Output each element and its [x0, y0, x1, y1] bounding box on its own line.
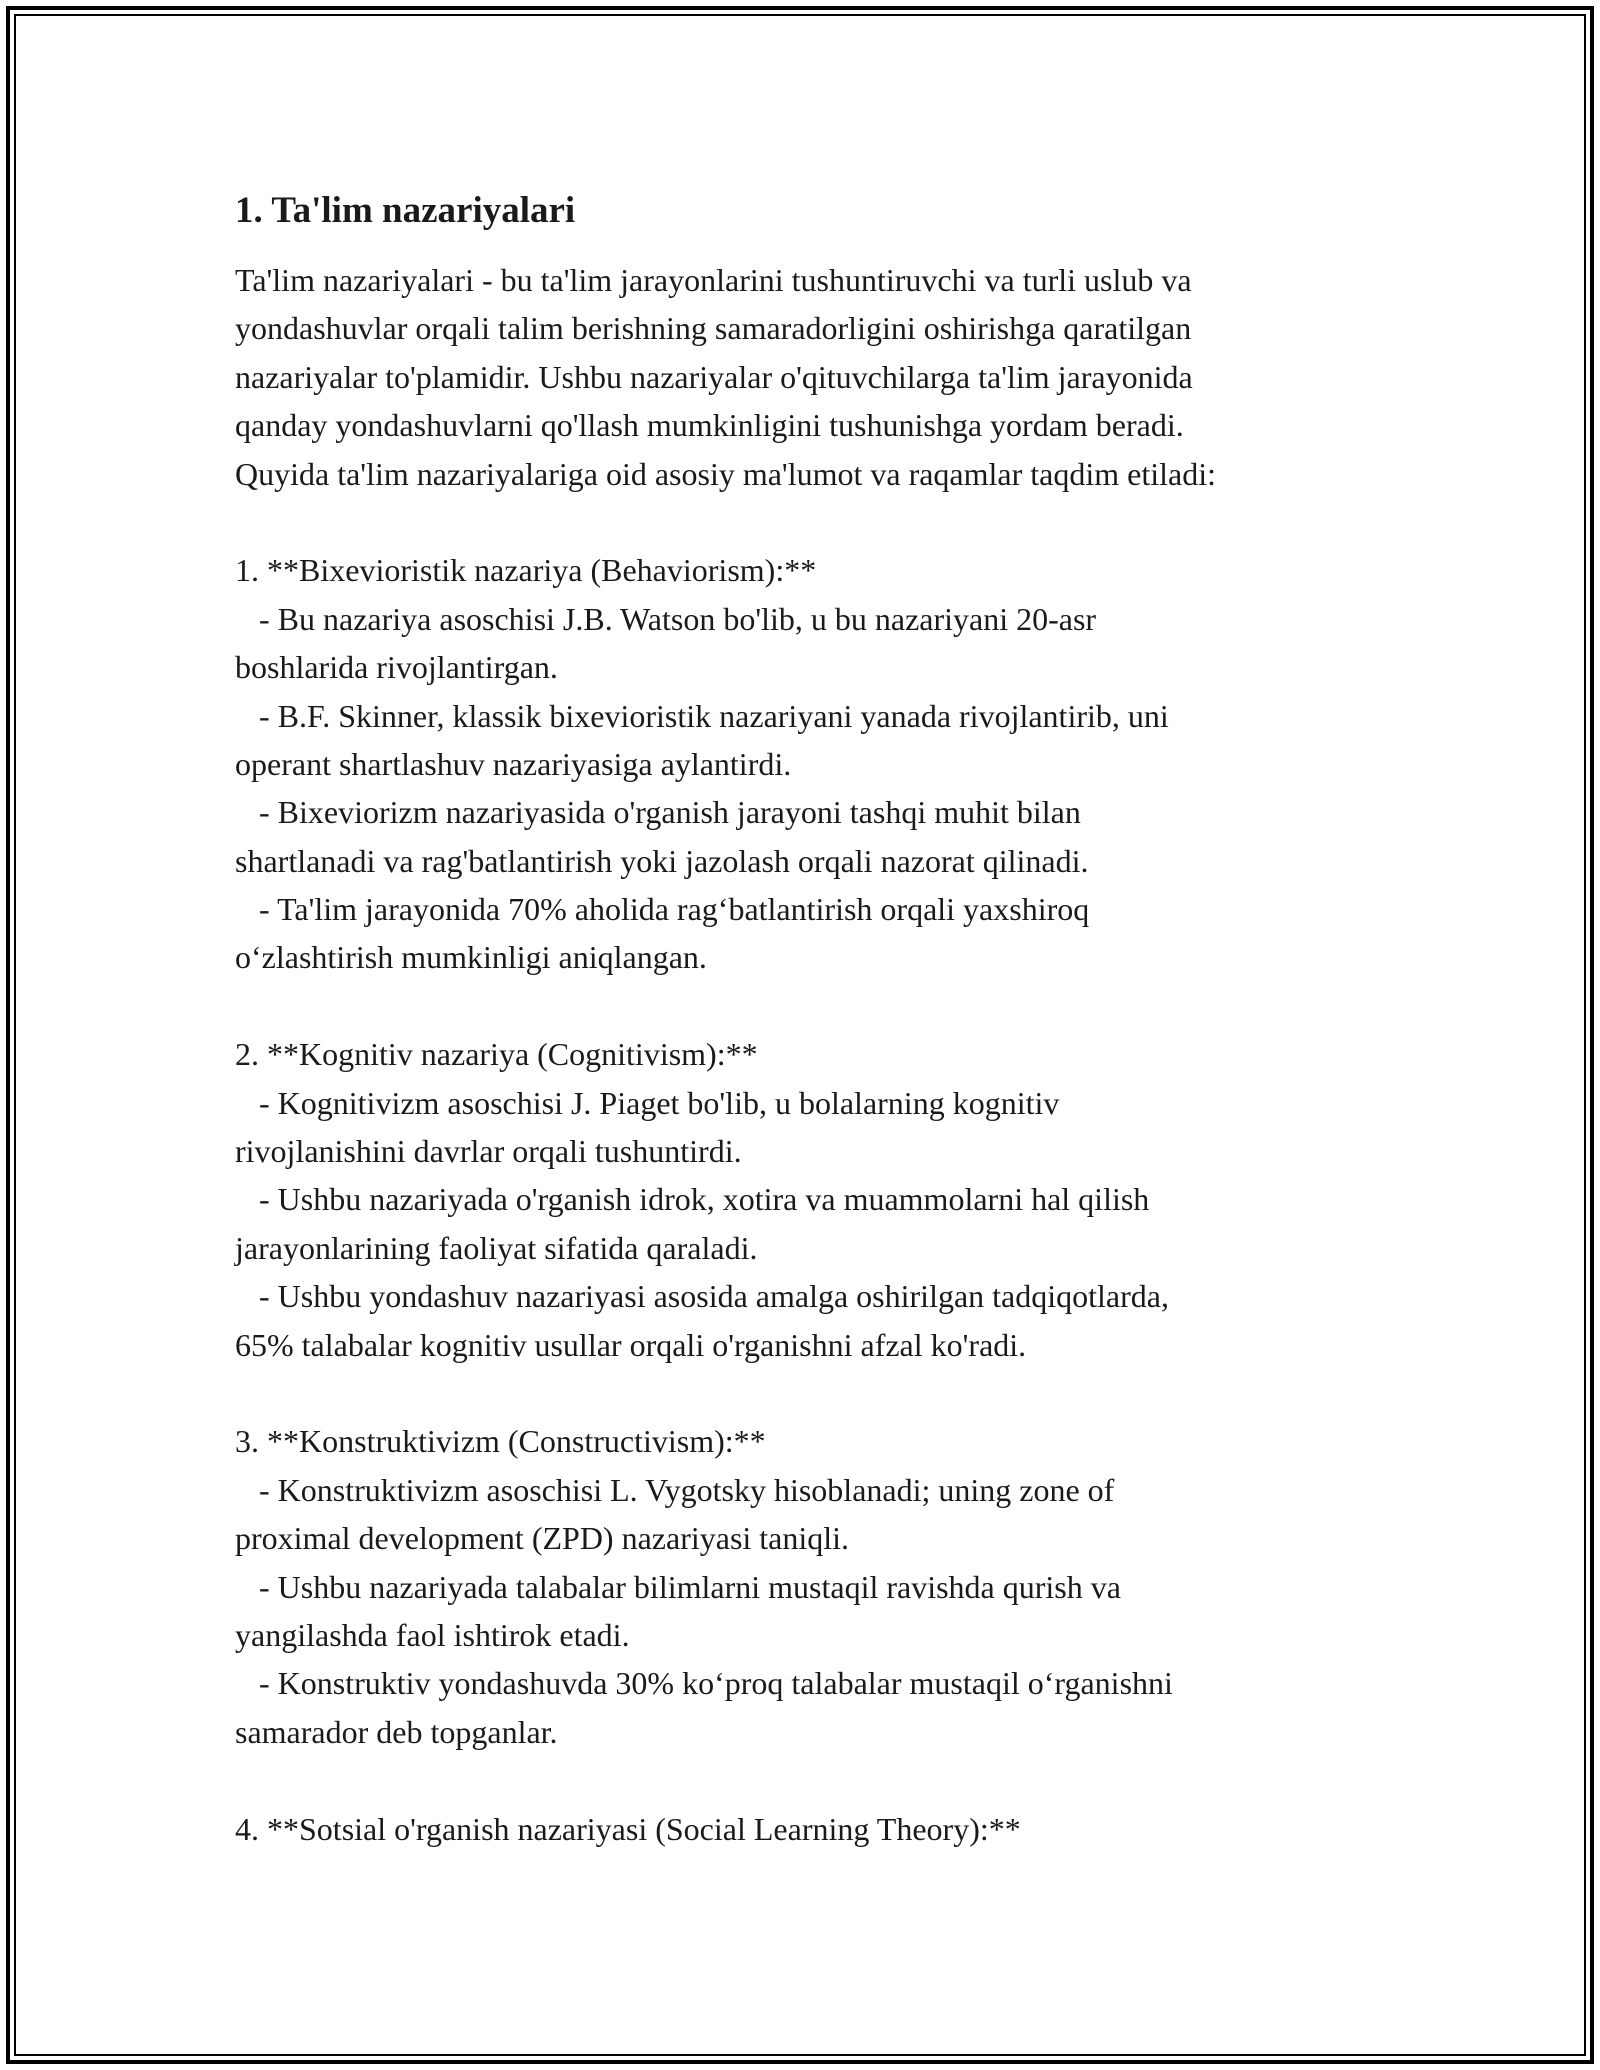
- theory-line: - Ushbu nazariyada o'rganish idrok, xotira va muammolarni hal qilish: [235, 1181, 1150, 1218]
- document-body: [235, 186, 1395, 1853]
- theory-line: 65% talabalar kognitiv usullar orqali o'rganishni afzal ko'radi.: [235, 1326, 1027, 1363]
- theory-title: 4. **Sotsial o'rganish nazariyasi (Social Learning Theory):**: [235, 1810, 1021, 1847]
- intro-line: qanday yondashuvlarni qo'llash mumkinligini tushunishga yordam beradi.: [235, 407, 1184, 444]
- theory-line: - Bu nazariya asoschisi J.B. Watson bo'lib, u bu nazariyani 20-asr: [235, 600, 1097, 637]
- section-heading: 1. Ta'lim nazariyalari: [235, 190, 576, 231]
- theory-line: - Ta'lim jarayonida 70% aholida rag‘batlantirish orqali yaxshiroq: [235, 891, 1090, 928]
- theory-line: samarador deb topganlar.: [235, 1713, 558, 1750]
- blank-line: [235, 1756, 1395, 1804]
- intro-line: Quyida ta'lim nazariyalariga oid asosiy ma'lumot va raqamlar taqdim etiladi:: [235, 455, 1216, 492]
- theory-line: - Bixeviorizm nazariyasida o'rganish jarayoni tashqi muhit bilan: [235, 794, 1081, 831]
- intro-line: yondashuvlar orqali talim berishning samaradorligini oshirishga qaratilgan: [235, 310, 1192, 347]
- theory-line: - Kognitivizm asoschisi J. Piaget bo'lib, u bolalarning kognitiv: [235, 1084, 1060, 1121]
- theory-line: yangilashda faol ishtirok etadi.: [235, 1616, 630, 1653]
- theory-line: - Konstruktiv yondashuvda 30% ko‘proq talabalar mustaqil o‘rganishni: [235, 1665, 1173, 1702]
- theory-line: operant shartlashuv nazariyasiga aylantirdi.: [235, 745, 792, 782]
- theory-line: boshlarida rivojlantirgan.: [235, 649, 558, 686]
- blank-line: [235, 1369, 1395, 1417]
- blank-line: [235, 982, 1395, 1030]
- intro-line: Ta'lim nazariyalari - bu ta'lim jarayonlarini tushuntiruvchi va turli uslub va: [235, 262, 1192, 298]
- theory-line: - Ushbu yondashuv nazariyasi asosida amalga oshirilgan tadqiqotlarda,: [235, 1278, 1169, 1315]
- theory-section-social-learning: [235, 1805, 1395, 1853]
- theory-title: 2. **Kognitiv nazariya (Cognitivism):**: [235, 1036, 758, 1073]
- theory-section-cognitivism: [235, 1030, 1395, 1369]
- theory-title: 1. **Bixevioristik nazariya (Behaviorism):**: [235, 552, 817, 589]
- theory-title: 3. **Konstruktivizm (Constructivism):**: [235, 1423, 766, 1460]
- theory-line: jarayonlarining faoliyat sifatida qaraladi.: [235, 1229, 758, 1266]
- theory-line: o‘zlashtirish mumkinligi aniqlangan.: [235, 939, 707, 976]
- theory-line: shartlanadi va rag'batlantirish yoki jazolash orqali nazorat qilinadi.: [235, 842, 1089, 879]
- theory-line: proximal development (ZPD) nazariyasi taniqli.: [235, 1520, 850, 1557]
- intro-paragraph: [235, 256, 1395, 498]
- blank-line: [235, 498, 1395, 546]
- theory-section-behaviorism: [235, 546, 1395, 982]
- theory-line: - Ushbu nazariyada talabalar bilimlarni mustaqil ravishda qurish va: [235, 1568, 1121, 1605]
- theory-section-constructivism: [235, 1417, 1395, 1756]
- intro-line: nazariyalar to'plamidir. Ushbu nazariyalar o'qituvchilarga ta'lim jarayonida: [235, 358, 1193, 395]
- theory-line: rivojlanishini davrlar orqali tushuntirdi.: [235, 1133, 742, 1170]
- theory-line: - Konstruktivizm asoschisi L. Vygotsky hisoblanadi; uning zone of: [235, 1471, 1115, 1508]
- theory-line: - B.F. Skinner, klassik bixevioristik nazariyani yanada rivojlantirib, uni: [235, 697, 1169, 734]
